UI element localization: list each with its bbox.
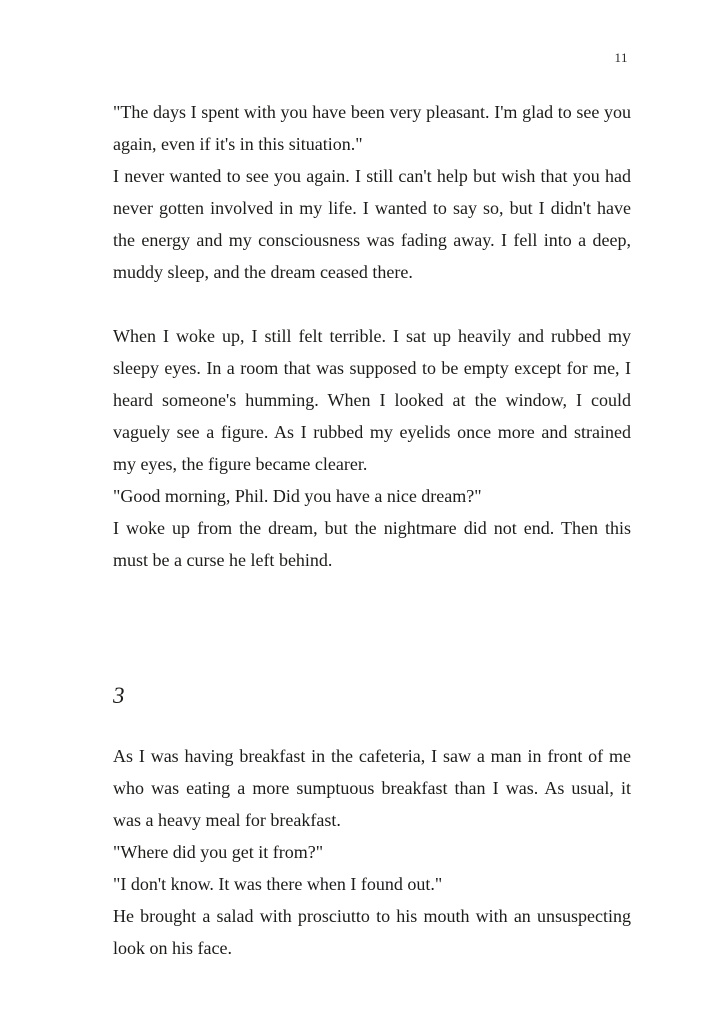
paragraph: I woke up from the dream, but the nightmare did not end. Then this must be a curse he left behind. [113, 518, 631, 570]
paragraph: As I was having breakfast in the cafeteria, I saw a man in front of me who was eating a more sumptuous breakfast than I was. As usual, it was a heavy meal for breakfast. [113, 746, 631, 830]
paragraph: When I woke up, I still felt terrible. I sat up heavily and rubbed my sleepy eyes. In a room that was supposed to be empty except for me, I heard someone's humming. When I looked at the window, I could vaguely see a figure. As I rubbed my eyelids once more and strained my eyes, the figure became clearer. [113, 326, 631, 474]
chapter-number: 3 [113, 683, 125, 708]
spacer [113, 712, 631, 740]
paragraph: I never wanted to see you again. I still can't help but wish that you had never gotten involved in my life. I wanted to say so, but I didn't have the energy and my consciousness was fading away. I fell into a deep, muddy sleep, and the dream ceased there. [113, 166, 631, 282]
paragraph: "I don't know. It was there when I found out." [113, 874, 443, 894]
paragraph: "Good morning, Phil. Did you have a nice dream?" [113, 486, 482, 506]
page-number: 11 [614, 50, 628, 65]
spacer [113, 288, 631, 320]
spacer [113, 576, 631, 680]
page-body [113, 96, 631, 964]
paragraph: "The days I spent with you have been very pleasant. I'm glad to see you again, even if it's in this situation." [113, 102, 631, 154]
paragraph: He brought a salad with prosciutto to his mouth with an unsuspecting look on his face. [113, 906, 631, 958]
paragraph: "Where did you get it from?" [113, 842, 324, 862]
